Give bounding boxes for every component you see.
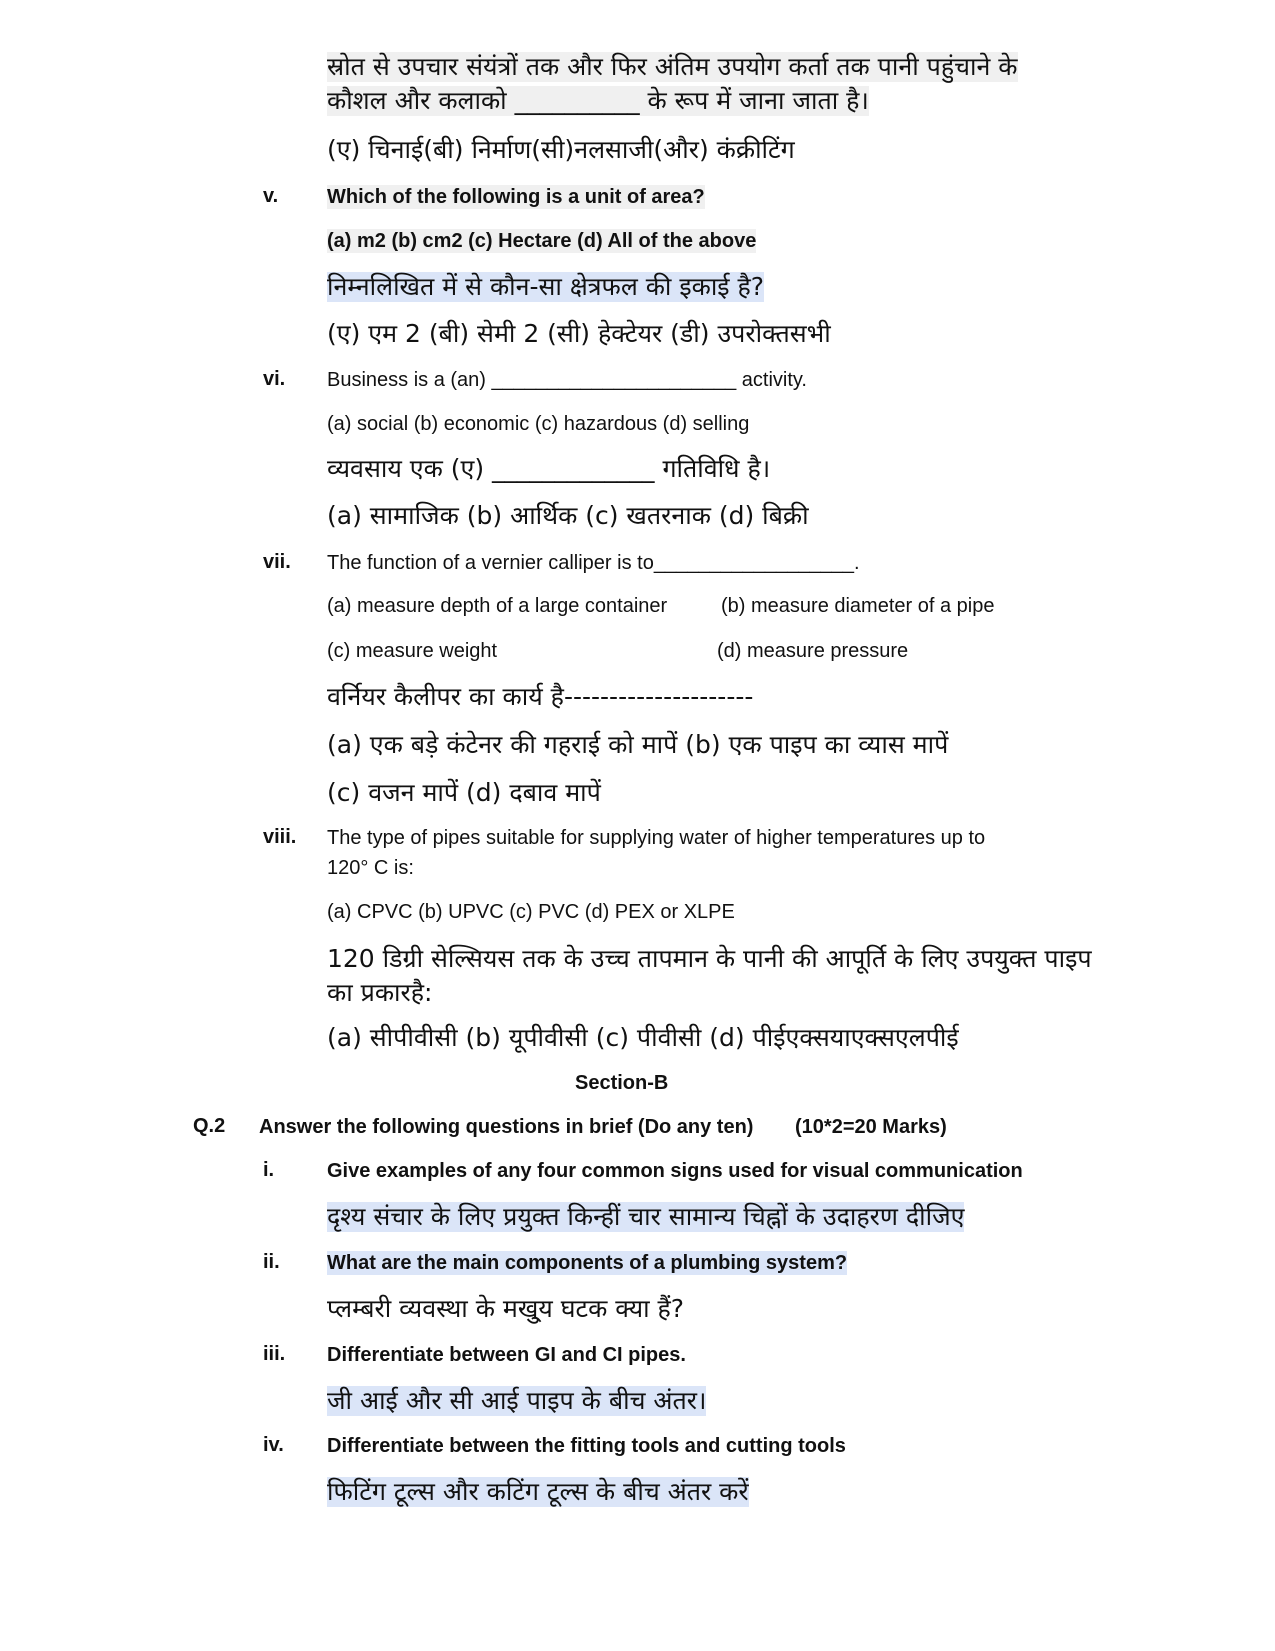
question-viii-hindi-line-2: का प्रकारहै: (327, 978, 433, 1007)
question-2-label: Q.2 (193, 1115, 226, 1137)
b-question-ii-hindi: प्लम्बरी व्यवस्था के मखु्य घटक क्या हैं? (327, 1294, 685, 1323)
section-b-instruction: Answer the following questions in brief (Do any ten) (259, 1116, 754, 1138)
question-vii-hindi-options-cd: (c) वजन मापें (d) दबाव मापें (327, 778, 601, 807)
b-question-number-iii: iii. (263, 1343, 286, 1365)
question-vi-english-options: (a) social (b) economic (c) hazardous (d) selling (327, 413, 750, 435)
section-b-marks: (10*2=20 Marks) (795, 1116, 947, 1138)
b-question-iv-hindi: फिटिंग टूल्स और कटिंग टूल्स के बीच अंतर करें (327, 1477, 749, 1506)
b-question-number-ii: ii. (263, 1251, 280, 1273)
question-v-english-options: (a) m2 (b) cm2 (c) Hectare (d) All of the above (327, 230, 757, 252)
question-viii-english-options: (a) CPVC (b) UPVC (c) PVC (d) PEX or XLPE (327, 901, 735, 923)
intro-hindi-line-1: स्रोत से उपचार संयंत्रों तक और फिर अंतिम उपयोग कर्ता तक पानी पहुंचाने के (327, 52, 1018, 81)
question-vii-hindi: वर्नियर कैलीपर का कार्य है--------------------- (327, 682, 754, 711)
question-vi-hindi-options: (a) सामाजिक (b) आर्थिक (c) खतरनाक (d) बिक्री (327, 501, 809, 530)
intro-hindi-line-2: कौशल और कलाको __________ के रूप में जाना जाता है। (327, 86, 869, 115)
b-question-i-hindi: दृश्य संचार के लिए प्रयुक्त किन्हीं चार सामान्य चिह्नों के उदाहरण दीजिए (327, 1202, 965, 1231)
question-viii-english-line-2: 120° C is: (327, 857, 414, 879)
question-number-vii: vii. (263, 551, 291, 573)
question-vii-hindi-options-ab: (a) एक बड़े कंटेनर की गहराई को मापें (b) एक पाइप का व्यास मापें (327, 730, 949, 759)
question-vii-option-a: (a) measure depth of a large container (327, 595, 668, 617)
question-vii-option-d: (d) measure pressure (717, 640, 909, 662)
b-question-iv-english: Differentiate between the fitting tools and cutting tools (327, 1435, 846, 1457)
question-viii-hindi-line-1: 120 डिग्री सेल्सियस तक के उच्च तापमान के पानी की आपूर्ति के लिए उपयुक्त पाइप (327, 944, 1092, 973)
question-v-english: Which of the following is a unit of area? (327, 186, 705, 208)
section-b-title: Section-B (575, 1072, 669, 1094)
b-question-number-i: i. (263, 1159, 275, 1181)
intro-hindi-options: (ए) चिनाई(बी) निर्माण(सी)नलसाजी(और) कंक्रीटिंग (327, 135, 795, 164)
b-question-ii-english: What are the main components of a plumbing system? (327, 1252, 848, 1274)
b-question-i-english: Give examples of any four common signs used for visual communication (327, 1160, 1023, 1182)
question-vii-option-b: (b) measure diameter of a pipe (721, 595, 995, 617)
question-vii-option-c: (c) measure weight (327, 640, 498, 662)
question-vi-english: Business is a (an) ______________________ activity. (327, 369, 807, 391)
question-number-vi: vi. (263, 368, 286, 390)
question-vi-hindi: व्यवसाय एक (ए) _____________ गतिविधि है। (327, 454, 771, 483)
question-number-viii: viii. (263, 826, 297, 848)
question-v-hindi-options: (ए) एम 2 (बी) सेमी 2 (सी) हेक्टेयर (डी) उपरोक्तसभी (327, 319, 831, 348)
b-question-number-iv: iv. (263, 1434, 284, 1456)
b-question-iii-hindi: जी आई और सी आई पाइप के बीच अंतर। (327, 1386, 707, 1415)
question-vii-english: The function of a vernier calliper is to__________________. (327, 552, 860, 574)
question-viii-hindi-options: (a) सीपीवीसी (b) यूपीवीसी (c) पीवीसी (d) पीईएक्सयाएक्सएलपीई (327, 1023, 959, 1052)
question-number-v: v. (263, 185, 279, 207)
b-question-iii-english: Differentiate between GI and CI pipes. (327, 1344, 686, 1366)
question-v-hindi: निम्नलिखित में से कौन-सा क्षेत्रफल की इकाई है? (327, 272, 765, 301)
question-viii-english-line-1: The type of pipes suitable for supplying water of higher temperatures up to (327, 827, 986, 849)
